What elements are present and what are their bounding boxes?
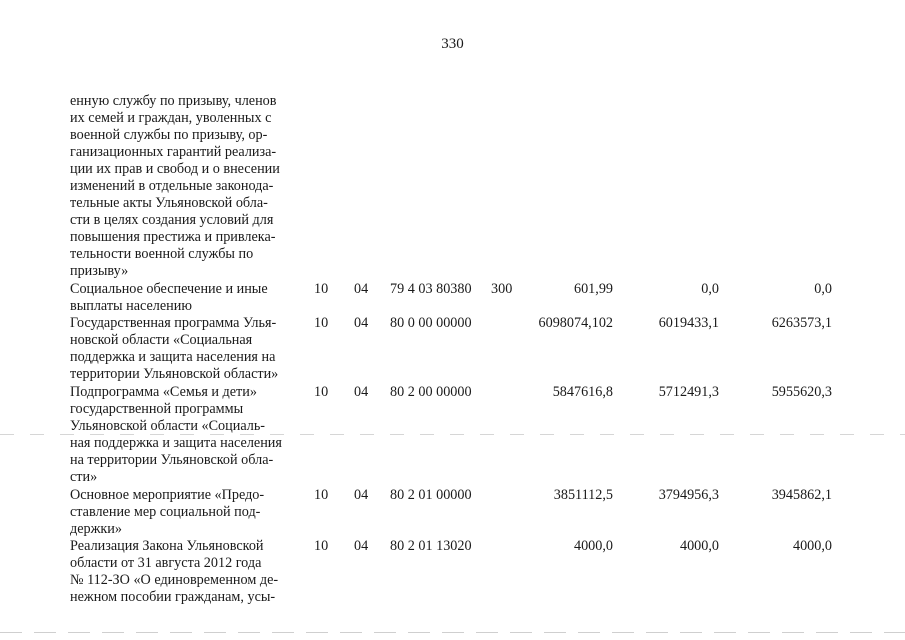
- page-number: 330: [441, 36, 464, 52]
- target-article-code: 80 0 00 00000: [390, 315, 472, 331]
- text-line: енную службу по призыву, членов: [70, 93, 277, 109]
- amount-year-2: 6019433,1: [658, 315, 719, 331]
- text-line: Ульяновской области «Социаль-: [70, 418, 266, 434]
- text-line: изменений в отдельные законода-: [70, 178, 274, 194]
- section-code: 10: [314, 281, 329, 297]
- row-description: [70, 487, 298, 538]
- text-line: № 112-ЗО «О единовременном де-: [70, 572, 279, 588]
- section-code: 10: [314, 538, 329, 554]
- row-description: [70, 538, 298, 606]
- amount-year-1: 4000,0: [573, 538, 613, 554]
- section-code: 10: [314, 384, 329, 400]
- text-line: новской области «Социальная: [70, 332, 253, 348]
- text-line: тельности военной службы по: [70, 246, 254, 262]
- continuation-text: [70, 93, 302, 280]
- amount-year-1: 601,99: [573, 281, 613, 297]
- text-line: выплаты населению: [70, 298, 192, 314]
- text-line: призыву»: [70, 263, 129, 279]
- text-line: государственной программы: [70, 401, 244, 417]
- text-line: ции их прав и свобод и о внесении: [70, 161, 280, 177]
- text-line: сти»: [70, 469, 98, 485]
- row-description: [70, 281, 298, 315]
- subsection-code: 04: [354, 384, 369, 400]
- text-line: Реализация Закона Ульяновской: [70, 538, 264, 554]
- subsection-code: 04: [354, 487, 369, 503]
- amount-year-1: 5847616,8: [552, 384, 613, 400]
- amount-year-3: 5955620,3: [771, 384, 832, 400]
- scan-artifact-line: [0, 434, 905, 435]
- amount-year-2: 0,0: [701, 281, 719, 297]
- amount-year-1: 3851112,5: [553, 487, 613, 503]
- subsection-code: 04: [354, 538, 369, 554]
- amount-year-2: 3794956,3: [658, 487, 719, 503]
- text-line: Подпрограмма «Семья и дети»: [70, 384, 257, 400]
- row-description: [70, 384, 298, 486]
- expense-type-code: 300: [491, 281, 513, 297]
- text-line: повышения престижа и привлека-: [70, 229, 276, 245]
- row-description: [70, 315, 298, 383]
- text-line: поддержка и защита населения на: [70, 349, 276, 365]
- subsection-code: 04: [354, 315, 369, 331]
- text-line: военной службы по призыву, ор-: [70, 127, 268, 143]
- text-line: держки»: [70, 521, 122, 537]
- target-article-code: 80 2 01 00000: [390, 487, 472, 503]
- text-line: на территории Ульяновской обла-: [70, 452, 274, 468]
- text-line: ставление мер социальной под-: [70, 504, 261, 520]
- scan-artifact-line: [0, 632, 905, 633]
- amount-year-3: 4000,0: [792, 538, 832, 554]
- section-code: 10: [314, 315, 329, 331]
- subsection-code: 04: [354, 281, 369, 297]
- amount-year-1: 6098074,102: [538, 315, 613, 331]
- text-line: ная поддержка и защита населения: [70, 435, 282, 451]
- text-line: их семей и граждан, уволенных с: [70, 110, 272, 126]
- text-line: нежном пособии гражданам, усы-: [70, 589, 276, 605]
- text-line: Основное мероприятие «Предо-: [70, 487, 265, 503]
- text-line: Государственная программа Улья-: [70, 315, 277, 331]
- amount-year-3: 0,0: [814, 281, 832, 297]
- target-article-code: 79 4 03 80380: [390, 281, 472, 297]
- amount-year-3: 3945862,1: [771, 487, 832, 503]
- text-line: Социальное обеспечение и иные: [70, 281, 268, 297]
- section-code: 10: [314, 487, 329, 503]
- text-line: области от 31 августа 2012 года: [70, 555, 262, 571]
- target-article-code: 80 2 01 13020: [390, 538, 472, 554]
- amount-year-2: 4000,0: [679, 538, 719, 554]
- amount-year-2: 5712491,3: [658, 384, 719, 400]
- text-line: территории Ульяновской области»: [70, 366, 279, 382]
- amount-year-3: 6263573,1: [771, 315, 832, 331]
- text-line: тельные акты Ульяновской обла-: [70, 195, 268, 211]
- text-line: сти в целях создания условий для: [70, 212, 274, 228]
- text-line: ганизационных гарантий реализа-: [70, 144, 277, 160]
- target-article-code: 80 2 00 00000: [390, 384, 472, 400]
